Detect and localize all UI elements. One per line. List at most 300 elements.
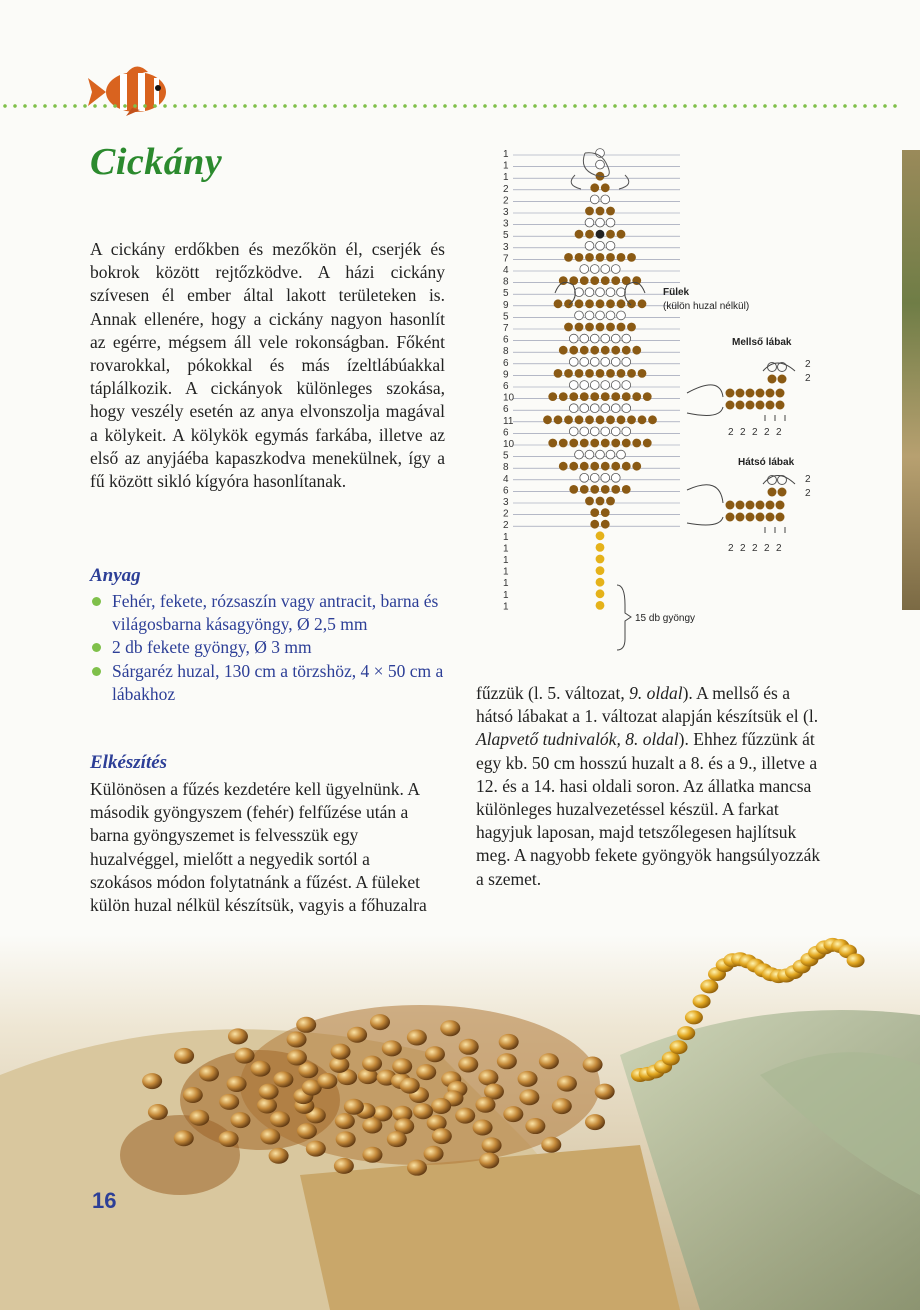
body-bead [336,1131,356,1147]
front-leg-count: 2 [764,427,770,438]
bead [611,334,620,343]
row-number: 3 [503,241,509,253]
body-bead [473,1120,493,1136]
row-number: 1 [503,589,509,601]
bead [585,450,594,459]
bead [548,392,557,401]
bead [617,299,626,308]
intro-paragraph: A cickány erdőkben és mezőkön él, cserjék és bokrok között rejtőzködve. A házi cickány szívesen él ember által lakott területeken is. Annak ellenére, hogy a cickány nagyon hasonlít az egérre, mégsem áll vele rokonságban. Főként rovarokkal, pókokkal és más ízeltlábúakkal táplálkozik. A cickányok különleges szokása, hogy veszély esetén az anya elvonszolja magával a kölykeit. A kölykök egymás farkába, illetve az első az anyjáéba kapaszkodva menekülnek, így a fű között sikló kígyóra hasonlítanak. [90,239,445,492]
bead [648,415,657,424]
bead [580,265,589,274]
bead [601,183,610,192]
bead [590,346,599,355]
page-number: 16 [92,1188,117,1213]
page-edge-strip [902,150,920,610]
body-bead [459,1039,479,1055]
row-number: 6 [503,427,509,439]
bead [606,323,615,332]
back-leg-count: 2 [740,543,746,554]
bead [543,415,552,424]
body-bead [431,1098,451,1114]
row-number: 6 [503,381,509,392]
row-number: 9 [503,369,509,381]
bead [596,543,605,552]
row-number: 4 [503,265,509,276]
bead [611,276,620,285]
method-heading: Elkészítés [90,752,168,773]
bead [617,369,626,378]
bead [559,439,568,448]
bead [617,230,626,239]
bead [622,346,631,355]
bead [601,462,610,471]
body-bead [518,1071,538,1087]
front-leg-count: 2 [752,427,758,438]
list-item: 2 db fekete gyöngy, Ø 3 mm [92,636,452,659]
bead [564,323,573,332]
bead [569,346,578,355]
bead [606,207,615,216]
bead [575,415,584,424]
bead [601,392,610,401]
body-bead [334,1158,354,1174]
body-bead [219,1094,239,1110]
bead [622,392,631,401]
body-bead [392,1058,412,1074]
body-bead [557,1076,577,1092]
body-bead [479,1152,499,1168]
row-number: 6 [503,357,509,369]
bead [554,369,563,378]
row-number: 6 [503,404,509,416]
bead [606,288,615,297]
row-number: 8 [503,276,509,288]
method-paragraph-1: Különösen a fűzés kezdetére kell ügyelnünk. A második gyöngyszem (fehér) felfűzése után a barna gyöngyszemet is felvesszük egy huzalvéggel, mielőtt a negyedik sortól a szokásos módon folytatnánk a fűzést. A füleket külön huzal nélkül készítsük, vagyis a főhuzalra [90,779,427,916]
body-bead [541,1137,561,1153]
row-number: 8 [503,462,509,474]
list-item: Fehér, fekete, rózsaszín vagy antracit, barna és világosbarna kásagyöngy, Ø 2,5 mm [92,590,452,636]
ears-note: (külön huzal nélkül) [663,301,750,312]
front-legs-label: Mellső lábak [732,337,792,348]
bead [601,520,610,529]
back-leg-count: 2 [805,488,811,499]
row-number: 1 [503,149,509,160]
bead [617,450,626,459]
body-bead [199,1065,219,1081]
back-leg-diagram [687,476,795,534]
bullet-icon [92,597,101,606]
bead [580,276,589,285]
bead [627,323,636,332]
body-bead [183,1087,203,1103]
bead [632,346,641,355]
bead [611,473,620,482]
bead [601,195,610,204]
bead [622,462,631,471]
body-bead [503,1106,523,1122]
bead [554,299,563,308]
bead [601,427,610,436]
back-leg-count: 2 [764,543,770,554]
bead [580,392,589,401]
bead [606,311,615,320]
bead [559,276,568,285]
bead [569,462,578,471]
bead [585,241,594,250]
bead [575,450,584,459]
bead [590,357,599,366]
body-bead [259,1084,279,1100]
body-bead [424,1146,444,1162]
bead [611,427,620,436]
row-number: 2 [503,520,509,532]
body-bead [250,1061,270,1077]
back-leg-count: 2 [805,474,811,485]
bead [596,369,605,378]
body-bead [228,1028,248,1044]
bead [601,265,610,274]
bullet-icon [92,643,101,652]
bead [632,462,641,471]
body-bead [287,1032,307,1048]
bead [611,485,620,494]
bead [596,555,605,564]
bead [606,497,615,506]
bead [585,253,594,262]
bead [580,404,589,413]
bead [569,381,578,390]
bead [575,230,584,239]
body-bead [387,1131,407,1147]
body-bead [413,1103,433,1119]
row-number: 9 [503,299,509,311]
row-number: 8 [503,346,509,358]
body-bead [432,1128,452,1144]
body-bead [370,1014,390,1030]
bead [611,265,620,274]
bead [585,497,594,506]
beaded-shrew-photo [0,935,920,1310]
body-bead [455,1108,475,1124]
bead [580,473,589,482]
back-leg-count: 2 [728,543,734,554]
body-bead [287,1050,307,1066]
bead [601,485,610,494]
front-leg-count: 2 [776,427,782,438]
bead [632,392,641,401]
bead [596,566,605,575]
body-bead [189,1110,209,1126]
bead [606,369,615,378]
body-bead [335,1113,355,1129]
bead [590,392,599,401]
head-outline [571,153,629,189]
body-bead [270,1111,290,1127]
row-number: 2 [503,183,509,195]
front-leg-count: 2 [740,427,746,438]
row-number: 10 [503,439,515,450]
back-legs-label: Hátsó lábak [738,457,795,468]
body-bead [260,1128,280,1144]
bead [596,288,605,297]
body-bead [407,1029,427,1045]
body-bead [331,1044,351,1060]
row-number: 11 [503,415,514,427]
row-number: 5 [503,288,509,300]
bead [575,369,584,378]
bead [596,253,605,262]
bead [596,601,605,610]
tail-bracket [617,585,631,650]
bead [606,415,615,424]
bead [569,357,578,366]
bead [569,439,578,448]
bead [569,404,578,413]
bead [601,357,610,366]
bead [596,160,605,169]
bead [580,427,589,436]
body-bead [273,1071,293,1087]
row-number: 6 [503,485,509,497]
row-number: 1 [503,578,509,590]
row-number: 10 [503,392,515,404]
bead [601,346,610,355]
bead [643,392,652,401]
bead [590,485,599,494]
clownfish-icon [86,58,186,118]
body-bead [595,1084,615,1100]
bead [622,404,631,413]
bead [601,473,610,482]
bead [590,427,599,436]
tail-bead [677,1026,695,1040]
bead [596,230,605,239]
body-bead [499,1034,519,1050]
bead [590,508,599,517]
bullet-icon [92,667,101,676]
bead [580,334,589,343]
body-bead [306,1141,326,1157]
method-paragraph-2: fűzzük (l. 5. változat, 9. oldal). A mellső és a hátsó lábakat a 1. változat alapján készítsük el (l. Alapvető tudnivalók, 8. oldal). Ehhez fűzzünk át egy kb. 50 cm hosszú huzalt a 8. és a 9., illetve a 12. és a 14. hasi oldali soron. Az állatka mancsa különleges huzalvezetéssel készül. A farkat hagyjuk laposan, majd tetszőlegesen hajlítsuk meg. A nagyobb fekete gyöngyök hangsúlyozzák a szemet. [476,683,821,889]
body-bead [583,1057,603,1073]
bead [590,381,599,390]
body-bead [425,1046,445,1062]
body-bead [296,1017,316,1033]
bead [596,578,605,587]
body-bead [227,1076,247,1092]
row-number: 6 [503,334,509,346]
bead [590,195,599,204]
bead [590,404,599,413]
row-number: 1 [503,543,509,555]
bead [590,265,599,274]
bead [564,253,573,262]
bead [575,299,584,308]
bead [564,415,573,424]
bead [575,311,584,320]
bead [638,369,647,378]
back-leg-count: 2 [752,543,758,554]
materials-list [92,590,452,706]
bead [564,369,573,378]
body-bead [525,1118,545,1134]
body-bead [552,1098,572,1114]
bead [617,311,626,320]
bead-diagram [495,145,820,665]
row-number: 3 [503,207,509,218]
body-bead [297,1123,317,1139]
bead [590,334,599,343]
body-bead [416,1064,436,1080]
body-bead [347,1027,367,1043]
bead [585,207,594,216]
bead [601,276,610,285]
bead [611,392,620,401]
bead [606,218,615,227]
front-leg-diagram [687,363,795,422]
row-number: 3 [503,497,509,508]
bead [601,381,610,390]
bead [559,462,568,471]
bead [611,346,620,355]
bead [632,439,641,448]
body-bead [174,1048,194,1064]
body-bead [539,1053,559,1069]
bead [585,311,594,320]
body-bead [482,1137,502,1153]
body-bead [497,1053,517,1069]
bead [596,323,605,332]
body-bead [219,1131,239,1147]
row-number: 1 [503,566,509,578]
bead [585,230,594,239]
bead [611,357,620,366]
body-bead [440,1020,460,1036]
row-number: 1 [503,531,509,543]
bead [580,357,589,366]
bead [585,415,594,424]
bead [575,253,584,262]
row-number: 7 [503,253,509,265]
row-number: 1 [503,160,509,172]
row-number: 1 [503,601,509,613]
tail-bead [847,954,865,968]
materials-heading: Anyag [90,565,141,586]
bead [627,369,636,378]
bead [622,427,631,436]
bead [569,427,578,436]
list-item: Sárgaréz huzal, 130 cm a törzshöz, 4 × 50 cm a lábakhoz [92,660,452,706]
bead [569,392,578,401]
bead [596,241,605,250]
bead [617,415,626,424]
bead [575,288,584,297]
tail-bead [693,994,711,1008]
bead [611,404,620,413]
body-bead [475,1097,495,1113]
back-leg-count: 2 [776,543,782,554]
ears-label: Fülek [663,287,690,298]
bead [611,462,620,471]
bead [611,381,620,390]
body-bead [344,1099,364,1115]
bead [585,369,594,378]
tail-label: 15 db gyöngy [635,613,696,624]
bead [627,299,636,308]
body-bead [382,1040,402,1056]
row-number: 7 [503,323,509,334]
bead [596,450,605,459]
body-bead [585,1114,605,1130]
row-number: 2 [503,195,509,207]
bead [580,485,589,494]
bead [590,439,599,448]
bead [596,531,605,540]
bead [590,183,599,192]
body-bead [317,1073,337,1089]
bead [580,381,589,390]
bead [638,299,647,308]
bead [627,415,636,424]
tail-bead [685,1010,703,1024]
bead [596,207,605,216]
diagram-row-numbers [503,149,515,612]
body-bead [362,1147,382,1163]
body-bead [362,1056,382,1072]
row-number: 5 [503,450,509,462]
front-leg-count: 2 [805,373,811,384]
bead [585,288,594,297]
bead [632,276,641,285]
bead [548,439,557,448]
row-number: 5 [503,311,509,323]
body-bead [174,1130,194,1146]
bead [585,299,594,308]
row-number: 1 [503,172,509,184]
bead [590,462,599,471]
row-number: 1 [503,555,509,566]
body-bead [257,1097,277,1113]
bead [559,392,568,401]
bead [643,439,652,448]
row-number: 5 [503,230,509,242]
bead [617,288,626,297]
bead [554,415,563,424]
bead [590,276,599,285]
bead [622,357,631,366]
bead [601,439,610,448]
body-bead [407,1160,427,1176]
body-bead [269,1148,289,1164]
bead [627,253,636,262]
bead [569,334,578,343]
bead [617,253,626,262]
bead [622,381,631,390]
bead [606,241,615,250]
body-bead [400,1078,420,1094]
bead [601,404,610,413]
row-number: 3 [503,218,509,230]
diagram-beads [543,149,657,610]
bead [596,299,605,308]
bead [601,508,610,517]
bead [585,323,594,332]
row-number: 2 [503,508,509,520]
page-title: Cickány [90,141,223,183]
dotted-divider [0,103,900,109]
bead [569,485,578,494]
body-bead [235,1048,255,1064]
